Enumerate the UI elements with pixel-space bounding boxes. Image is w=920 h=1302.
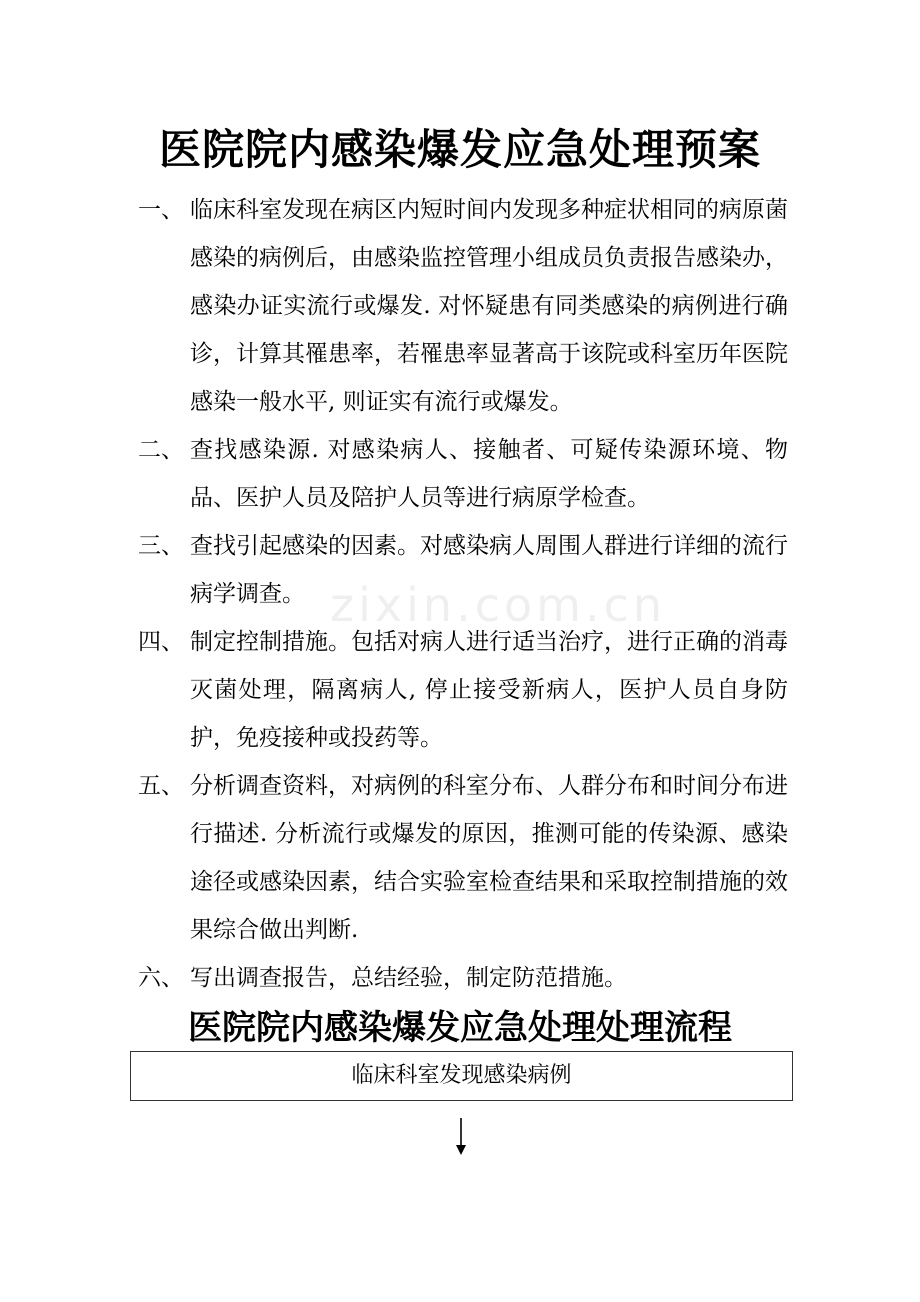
procedure-item-2	[138, 426, 788, 522]
page-title: 医院院内感染爆发应急处理预案	[158, 125, 761, 174]
item-text: 写出调查报告，总结经验，制定防范措施。	[190, 965, 627, 991]
procedure-item-3	[138, 522, 788, 618]
item-text: 临床科室发现在病区内短时间内发现多种症状相同的病原菌感染的病例后，由感染监控管理小组成员负责报告感染办，感染办证实流行或爆发. 对怀疑患有同类感染的病例进行确诊，计算其罹患率，若罹患率显著高于该院或科室历年医院感染一般水平, 则证实有流行或爆发。	[190, 197, 788, 415]
flowchart-step-box: 临床科室发现感染病例	[130, 1051, 793, 1101]
watermark: zixin.com.cn	[330, 578, 667, 632]
item-text: 查找引起感染的因素。对感染病人周围人群进行详细的流行病学调查。	[190, 533, 788, 607]
item-number: 五、	[138, 773, 184, 799]
procedure-item-5	[138, 762, 788, 954]
item-number: 二、	[138, 437, 184, 463]
item-text: 制定控制措施。包括对病人进行适当治疗，进行正确的消毒灭菌处理，隔离病人, 停止接受新病人，医护人员自身防护，免疫接种或投药等。	[190, 629, 788, 751]
item-number: 六、	[138, 965, 184, 991]
down-arrow-icon	[454, 1118, 468, 1156]
item-text: 查找感染源. 对感染病人、接触者、可疑传染源环境、物品、医护人员及陪护人员等进行病原学检查。	[190, 437, 788, 511]
item-number: 四、	[138, 629, 184, 655]
procedure-item-6	[138, 954, 788, 1002]
procedure-list	[138, 186, 788, 1002]
flowchart-title: 医院院内感染爆发应急处理处理流程	[188, 1008, 732, 1048]
item-number: 三、	[138, 533, 184, 559]
item-number: 一、	[138, 197, 184, 223]
procedure-item-1	[138, 186, 788, 426]
procedure-item-4	[138, 618, 788, 762]
item-text: 分析调查资料，对病例的科室分布、人群分布和时间分布进行描述. 分析流行或爆发的原因，推测可能的传染源、感染途径或感染因素，结合实验室检查结果和采取控制措施的效果综合做出判断.	[190, 773, 788, 943]
